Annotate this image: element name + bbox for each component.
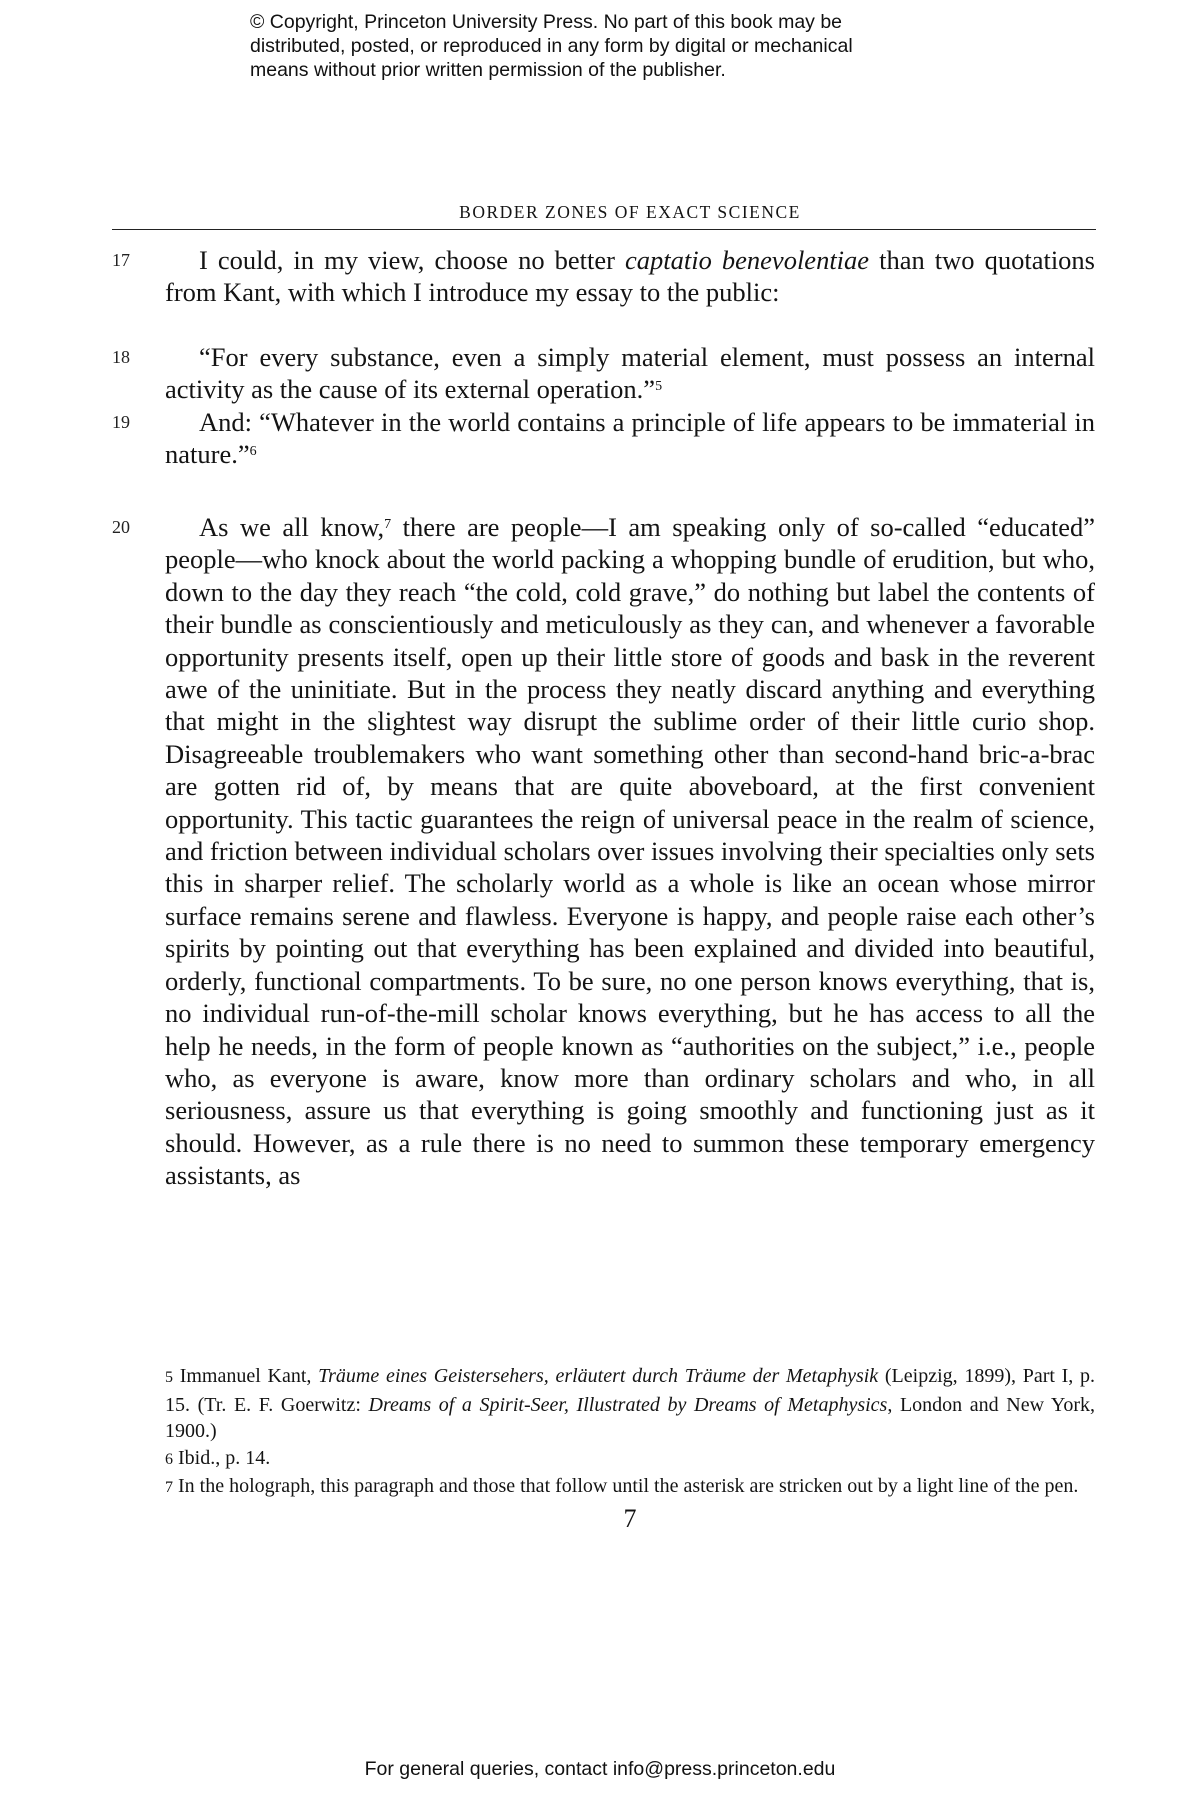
- paragraph-text: “For every substance, even a simply material element, must possess an internal activity as the cause of its external operation.”: [165, 342, 1095, 405]
- copyright-line: means without prior written permission of the publisher.: [250, 59, 726, 81]
- paragraph-text: As we all know,: [199, 512, 385, 542]
- paragraph-italic-text: captatio benevolentiae: [625, 245, 870, 275]
- paragraph-number: 18: [112, 347, 130, 367]
- footnote-7: [165, 1473, 1095, 1502]
- running-head: BORDER ZONES OF EXACT SCIENCE: [459, 202, 801, 222]
- footnote-italic-text: Träume eines Geistersehers, erläutert durch Träume der Metaphysik: [318, 1365, 879, 1387]
- paragraph-17: [165, 244, 1095, 309]
- paragraph-number: 20: [112, 517, 130, 537]
- footnote-6: [165, 1445, 1095, 1474]
- footnote-text: Immanuel Kant,: [179, 1365, 319, 1387]
- footnote-number: 5: [165, 1369, 173, 1386]
- copyright-notice: [250, 10, 970, 82]
- paragraph-text: And: “Whatever in the world contains a principle of life appears to be immaterial in nature.”: [165, 407, 1095, 470]
- footnote-marker: 5: [655, 379, 663, 395]
- footnote-number: 6: [165, 1450, 173, 1468]
- paragraph-20: [165, 511, 1095, 1192]
- footnote-text: In the holograph, this paragraph and those that follow until the asterisk are stricken out by a light line of the pen.: [178, 1475, 1079, 1497]
- copyright-line: distributed, posted, or reproduced in any form by digital or mechanical: [250, 35, 853, 57]
- copyright-line: © Copyright, Princeton University Press. No part of this book may be: [250, 11, 843, 33]
- footnote-italic-text: Dreams of a Spirit-Seer, Illustrated by Dreams of Metaphysics: [368, 1393, 888, 1416]
- footnote-marker: 6: [249, 444, 257, 460]
- page-number: 7: [623, 1504, 637, 1533]
- contact-footer: For general queries, contact info@press.princeton.edu: [364, 1758, 836, 1780]
- footnotes: [165, 1363, 1095, 1502]
- footnote-marker: 7: [384, 517, 392, 532]
- footnote-number: 7: [165, 1479, 173, 1496]
- paragraph-number: 17: [112, 250, 130, 270]
- paragraph-text: than two quotations from Kant, with which I introduce my essay to the public:: [165, 245, 1095, 308]
- paragraph-text: there are people—I am speaking only of so-called “educated” people—who knock about the world packing a whopping bundle of erudition, but who, down to the day they reach “the cold, cold grave,” do nothing but label the contents of their bundle as conscientiously and meticulously as they can, and whenever a favorable opportunity presents itself, open up their little store of goods and bask in the reverent awe of the uninitiate. But in the process they neatly discard anything and everything that might in the slightest way disrupt the sublime order of their little curio shop. Disagreeable troublemakers who want something other than second-hand bric-a-brac are gotten rid of, by means that are quite aboveboard, at the first convenient opportunity. This tactic guarantees the reign of universal peace in the realm of science, and friction between individual scholars over issues involving their specialties only sets this in sharper relief. The scholarly world as a whole is like an ocean whose mirror surface remains serene and flawless. Everyone is happy, and people raise each other’s spirits by pointing out that everything has been explained and divided into beautiful, orderly, functional compartments. To be sure, no one person knows everything, that is, no individual run-of-the-mill scholar knows everything, but he has access to all the help he needs, in the form of people known as “authorities on the subject,” i.e., people who, as everyone is aware, know more than ordinary scholars and who, in all seriousness, assure us that everything is going smoothly and functioning just as it should. However, as a rule there is no need to summon these temporary emergency assistants, as: [165, 512, 1095, 1191]
- footnote-text: , London and New York, 1900.): [165, 1393, 1095, 1442]
- paragraph-18: [165, 341, 1095, 406]
- paragraph-text: I could, in my view, choose no better: [199, 245, 626, 275]
- paragraph-19: [165, 406, 1095, 471]
- footnote-5: [165, 1363, 1095, 1445]
- footnote-text: (Leipzig, 1899), Part I, p. 15. (Tr. E. F. Goerwitz:: [165, 1365, 1096, 1416]
- header-rule: [112, 229, 1096, 230]
- footnote-text: Ibid., p. 14.: [178, 1446, 271, 1469]
- paragraph-number: 19: [112, 412, 130, 432]
